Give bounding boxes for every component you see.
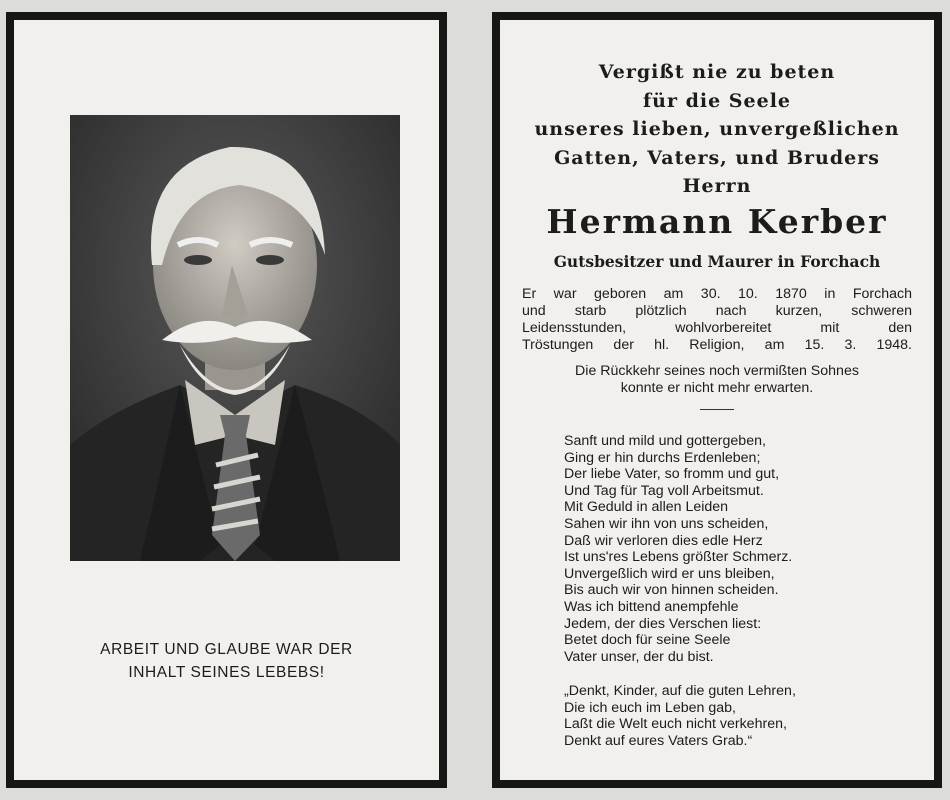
note-line: konnte er nicht mehr erwarten. <box>620 380 814 396</box>
poem-line: Betet doch für seine Seele <box>564 632 731 649</box>
heading-line: Gatten, Vaters, und Bruders <box>554 146 880 169</box>
biography <box>522 286 912 354</box>
heading-line: unseres lieben, unvergeßlichen <box>534 118 900 140</box>
missing-son-note <box>510 363 924 397</box>
divider <box>700 409 734 410</box>
quote-line: Die ich euch im Leben gab, <box>564 699 736 716</box>
heading-line: Vergißt nie zu beten <box>598 61 836 83</box>
right-card <box>492 12 942 788</box>
poem-line: Daß wir verloren dies edle Herz <box>564 532 763 549</box>
motto-line: ARBEIT UND GLAUBE WAR DER <box>100 641 353 658</box>
occupation: Gutsbesitzer und Maurer in Forchach <box>553 252 881 271</box>
bio-line: und starb plötzlich nach kurzen, schweren <box>522 303 912 319</box>
poem-line: Sahen wir ihn von uns scheiden, <box>564 515 769 532</box>
quote-line: Laßt die Welt euch nicht verkehren, <box>564 716 787 733</box>
heading-line: für die Seele <box>642 89 792 112</box>
poem-line: Unvergeßlich wird er uns bleiben, <box>564 565 775 582</box>
poem-line: Was ich bittend anempfehle <box>564 598 739 615</box>
deceased-name: Hermann Kerber <box>546 202 888 241</box>
bio-line: Leidensstunden, wohlvorbereitet mit den <box>522 320 912 336</box>
quote-line: Denkt auf eures Vaters Grab.“ <box>564 732 753 749</box>
memorial-poem <box>564 433 792 665</box>
heading-line: Herrn <box>682 175 752 197</box>
poem-line: Vater unser, der du bist. <box>564 648 714 665</box>
portrait-photo <box>70 115 400 561</box>
poem-line: Der liebe Vater, so fromm und gut, <box>564 466 780 483</box>
motto <box>34 638 419 684</box>
poem-line: Ging er hin durchs Erdenleben; <box>564 449 761 466</box>
left-card <box>6 12 447 788</box>
bio-line: Tröstungen der hl. Religion, am 15. 3. 1948. <box>522 337 912 353</box>
poem-line: Sanft und mild und gottergeben, <box>564 433 766 449</box>
note-line: Die Rückkehr seines noch vermißten Sohnes <box>575 363 859 379</box>
poem-line: Ist uns'res Lebens größter Schmerz. <box>564 549 793 566</box>
poem-line: Und Tag für Tag voll Arbeitsmut. <box>564 482 764 499</box>
motto-line: INHALT SEINES LEBEBS! <box>128 664 325 681</box>
poem-line: Bis auch wir von hinnen scheiden. <box>564 582 779 599</box>
quote-line: „Denkt, Kinder, auf die guten Lehren, <box>564 683 796 699</box>
poem-line: Jedem, der dies Verschen liest: <box>564 615 762 632</box>
father-quote <box>564 683 796 749</box>
bio-line: Er war geboren am 30. 10. 1870 in Forchach <box>522 286 912 302</box>
poem-line: Mit Geduld in allen Leiden <box>564 499 729 516</box>
prayer-heading <box>510 58 924 201</box>
